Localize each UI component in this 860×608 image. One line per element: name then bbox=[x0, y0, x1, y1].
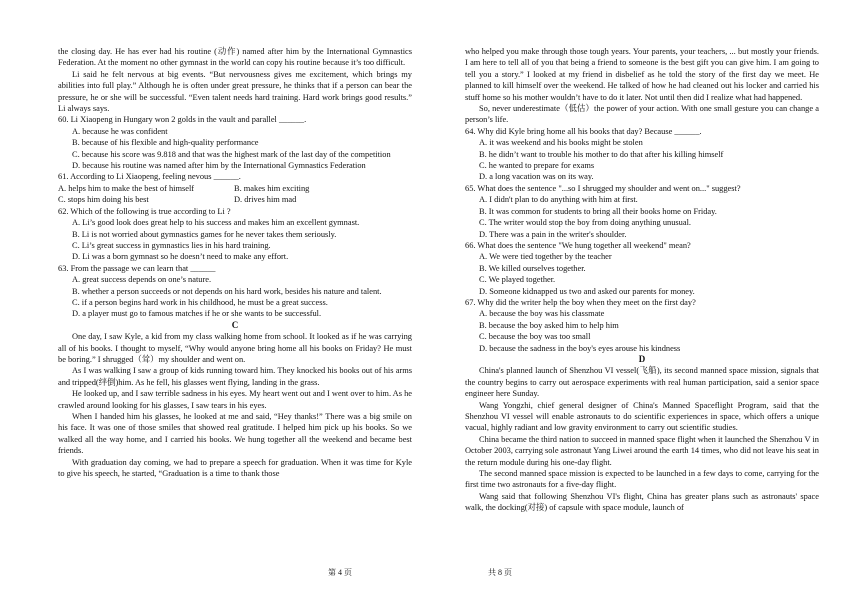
answer-option: A. because the boy was his classmate bbox=[479, 309, 605, 319]
paragraph: 60. Li Xiaopeng in Hungary won 2 golds in the vault and parallel ______. bbox=[58, 115, 307, 125]
right-column bbox=[465, 46, 819, 514]
answer-option: C. Li’s great success in gymnastics lies in his hard training. bbox=[72, 240, 271, 250]
answer-option: B. We killed ourselves together. bbox=[479, 263, 586, 273]
paragraph: When I handed him his glasses, he looked at me and said, “Hey thanks!” There was a big smile on his face. It was one of those smiles that showed real gratitude. I helped him pick up his books. So we walked all the way home, and I carried his books. We hung together all the weekend and became best friends. bbox=[58, 412, 412, 456]
answer-option: D. because his routine was named after him by the International Gymnastics Federation bbox=[72, 161, 366, 171]
left-column bbox=[58, 46, 412, 479]
paragraph: 63. From the passage we can learn that ______ bbox=[58, 263, 216, 273]
option-b: D. drives him mad bbox=[234, 195, 297, 205]
paragraph: The second manned space mission is expected to be launched in a few days to come, carrying for the first time two astronauts for a five-day flight. bbox=[465, 469, 819, 490]
option-a: A. helps him to make the best of himself bbox=[58, 183, 195, 193]
page-number: 第 4 页 bbox=[328, 568, 352, 577]
answer-option: B. he didn’t want to trouble his mother to do that after his killing himself bbox=[479, 149, 724, 159]
answer-option: D. because the sadness in the boy's eyes arouse his kindness bbox=[479, 343, 681, 353]
option-b: B. makes him exciting bbox=[234, 183, 310, 193]
option-a: C. stops him doing his best bbox=[58, 195, 149, 205]
answer-option: D. a long vacation was on its way. bbox=[479, 172, 594, 182]
paragraph: the closing day. He has ever had his routine (动作) named after him by the International Gymnastics Federation. At the moment no other gymnast in the world can copy his routine because it’s too difficult. bbox=[58, 47, 412, 68]
paragraph: China's planned launch of Shenzhou VI vessel(飞船), its second manned space mission, signals that the country begins to carry out aerospace experiments with real human participation, said a senior space engineer here Sunday. bbox=[465, 366, 819, 399]
answer-option: D. a player must go to famous matches if he or she wants to be successful. bbox=[72, 309, 322, 319]
answer-option: C. if a person begins hard work in his childhood, he must be a great success. bbox=[72, 297, 328, 307]
paragraph: 65. What does the sentence "...so I shrugged my shoulder and went on..." suggest? bbox=[465, 183, 741, 193]
paragraph: who helped you make through those tough years. Your parents, your teachers, ... but mostly your friends. I am here to tell all of you that being a friend to someone is the best gift you can give him. I am going to tell you a story.” I looked at my friend in disbelief as he told the story of the first day we meet. He planned to kill himself over the weekend. He talked of how he had cleaned out his locker and carried his stuff home so his mother wouldn’t have to do it later. Not until then did I realize what had happened. bbox=[465, 47, 819, 102]
answer-option: A. We were tied together by the teacher bbox=[479, 252, 612, 262]
page-total: 共 8 页 bbox=[488, 568, 512, 577]
paragraph: He looked up, and I saw terrible sadness in his eyes. My heart went out and I went over to him. As he crawled around looking for his glasses, I saw tears in his eyes. bbox=[58, 389, 412, 410]
answer-option: D. Someone kidnapped us two and asked our parents for money. bbox=[479, 286, 695, 296]
answer-option: B. because of his flexible and high-quality performance bbox=[72, 138, 259, 148]
answer-option: B. whether a person succeeds or not depends on his hard work, besides his nature and talent. bbox=[72, 286, 382, 296]
paragraph: So, never underestimate（低估）the power of your action. With one small gesture you can change a person’s life. bbox=[465, 104, 819, 125]
section-heading: D bbox=[638, 353, 646, 364]
paragraph: 66. What does the sentence "We hung together all weekend" mean? bbox=[465, 240, 691, 250]
answer-option: B. Li is not worried about gymnastics games for he never takes them seriously. bbox=[72, 229, 337, 239]
answer-option: A. great success depends on one’s nature. bbox=[72, 275, 212, 285]
paragraph: 64. Why did Kyle bring home all his books that day? Because ______. bbox=[465, 126, 702, 136]
answer-option: C. We played together. bbox=[479, 275, 556, 285]
paragraph: As I was walking I saw a group of kids running toward him. They knocked his books out of his arms and tripped(绊倒)him. As he fell, his glasses went flying, landing in the grass. bbox=[58, 366, 412, 387]
paragraph: One day, I saw Kyle, a kid from my class walking home from school. It looked as if he was carrying all of his books. I thought to myself, “Why would anyone bring home all his books on Friday? He must be boring.” I shrugged（耸）my shoulder and went on. bbox=[58, 332, 412, 364]
answer-option: D. There was a pain in the writer's shoulder. bbox=[479, 229, 627, 239]
option-row bbox=[58, 183, 412, 194]
paragraph: 67. Why did the writer help the boy when they meet on the first day? bbox=[465, 297, 696, 307]
paragraph: 62. Which of the following is true according to Li ? bbox=[58, 206, 231, 216]
answer-option: A. because he was confident bbox=[72, 126, 168, 136]
answer-option: C. because his score was 9.818 and that was the highest mark of the last day of the competition bbox=[72, 149, 391, 159]
section-heading: C bbox=[231, 319, 239, 330]
answer-option: A. it was weekend and his books might be stolen bbox=[479, 138, 643, 148]
paragraph: Wang said that following Shenzhou VI's flight, China has greater plans such as astronauts' space walk, the docking(对接) of capsule with space module, launch of bbox=[465, 491, 819, 513]
answer-option: D. Li was a born gymnast so he doesn’t need to make any effort. bbox=[72, 252, 289, 262]
answer-option: C. The writer would stop the boy from doing anything unusual. bbox=[479, 218, 691, 228]
answer-option: A. Li’s good look does great help to his success and makes him an excellent gymnast. bbox=[72, 218, 360, 228]
paragraph: Wang Yongzhi, chief general designer of China's Manned Spaceflight Program, said that the Shenzhou VI vessel will enable astronauts to do scientific experiences in space, which offers a unique vacual, highly radiant and low gravity environment to carry out scientific studies. bbox=[465, 400, 819, 433]
paragraph: 61. According to Li Xiaopeng, feeling nevous ______. bbox=[58, 172, 241, 182]
answer-option: A. I didn't plan to do anything with him at first. bbox=[479, 195, 638, 205]
answer-option: B. because the boy asked him to help him bbox=[479, 320, 619, 330]
answer-option: C. because the boy was too small bbox=[479, 332, 591, 342]
paragraph: China became the third nation to succeed in manned space flight when it launched the Shenzhou V in October 2003, carrying sole astronaut Yang Liwei around the earth 14 times, who did not leave his seat in the return module during his one-day flight. bbox=[465, 434, 819, 467]
paragraph: Li said he felt nervous at big events. “But nervousness gives me excitement, which brings my abilities into full play.” Although he is often under great pressure, he thinks that if a person can bear the pressure, he or she will be successful. “Even talent needs hard training. Hard work brings good results.” Li always says. bbox=[58, 69, 412, 114]
answer-option: C. he wanted to prepare for exams bbox=[479, 161, 595, 171]
paragraph: With graduation day coming, we had to prepare a speech for graduation. When it was time for Kyle to give his speech, he started, “Graduation is a time to thank those bbox=[58, 457, 412, 479]
answer-option: B. It was common for students to bring all their books home on Friday. bbox=[479, 206, 717, 216]
option-row bbox=[58, 194, 412, 205]
